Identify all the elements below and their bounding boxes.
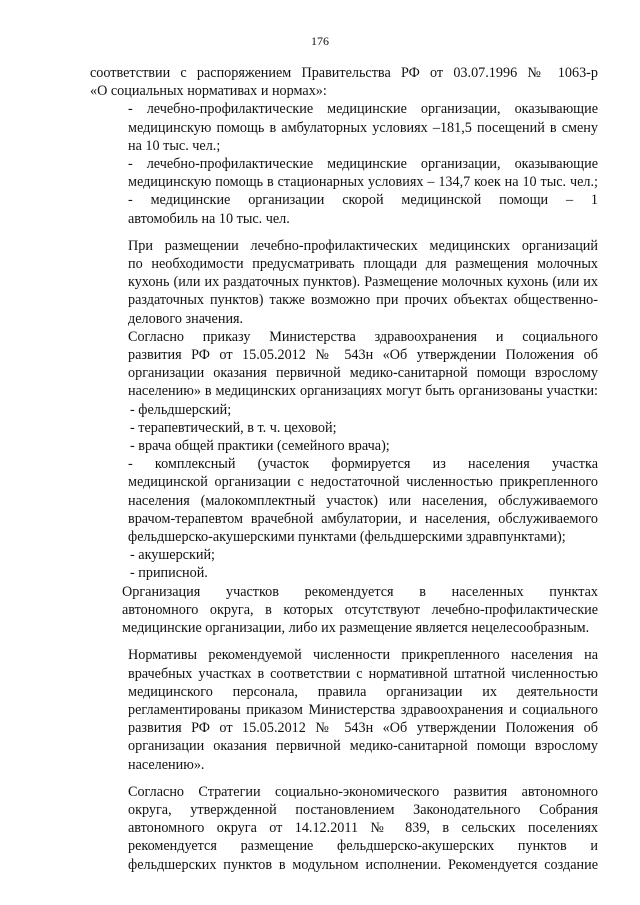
list-item — [90, 546, 598, 564]
text-line: врачом-терапевтом врачебной амбулатории, и населения, обслуживаемого — [128, 510, 598, 527]
text-line: автомобиль на 10 тыс. чел. — [128, 210, 290, 227]
text-line: - фельдшерский; — [130, 401, 232, 418]
paragraph — [90, 646, 598, 773]
text-line: - медицинские организации скорой медицинской помощи – 1 — [128, 192, 598, 209]
text-line: - комплексный (участок формируется из населения участка — [128, 456, 598, 473]
document-body — [90, 64, 598, 874]
text-line: по необходимости предусматривать площади для размещения молочных — [128, 256, 598, 273]
text-line: медицинского персонала, правила организации их деятельности — [128, 683, 598, 700]
text-line: фельдшерско-акушерскими пунктами (фельдшерскими здравпунктами); — [128, 529, 566, 546]
paragraph — [90, 783, 598, 874]
text-line: раздаточных пунктов) также возможно при прочих объектах общественно- — [128, 292, 598, 309]
page-number: 176 — [311, 34, 329, 48]
text-line: организации оказания первичной медико-санитарной помощи взрослому — [128, 738, 598, 755]
text-line: - акушерский; — [130, 547, 215, 564]
text-line: регламентированы приказом Министерства здравоохранения и социального — [128, 701, 598, 718]
text-line: - приписной. — [130, 565, 208, 582]
text-line: Согласно приказу Министерства здравоохранения и социального — [128, 328, 598, 345]
paragraph — [90, 583, 598, 638]
paragraph — [90, 155, 598, 191]
text-line: округа, утвержденной постановлением Законодательного Собрания — [128, 801, 598, 818]
text-line: автономного округа, в которых отсутствуют лечебно-профилактические — [122, 601, 598, 618]
text-line: населению». — [128, 756, 205, 773]
text-line: - лечебно-профилактические медицинские организации, оказывающие — [128, 101, 598, 118]
text-line: автономного округа от 14.12.2011 № 839, в сельских поселениях — [128, 820, 598, 837]
text-line: развития РФ от 15.05.2012 № 543н «Об утверждении Положения об — [128, 347, 598, 364]
paragraph — [90, 237, 598, 328]
list-item — [90, 564, 598, 582]
list-item — [90, 401, 598, 419]
list-item — [90, 437, 598, 455]
text-line: - лечебно-профилактические медицинские организации, оказывающие — [128, 156, 598, 173]
text-line: кухонь (или их раздаточных пунктов). Размещение молочных кухонь (или их — [128, 274, 598, 291]
paragraph — [90, 64, 598, 100]
text-line: - терапевтический, в т. ч. цеховой; — [130, 419, 337, 436]
text-line: организации оказания первичной медико-санитарной помощи взрослому — [128, 365, 598, 382]
text-line: «О социальных нормативах и нормах»: — [90, 83, 327, 100]
text-line: делового значения. — [128, 310, 244, 327]
text-line: медицинскую помощь в амбулаторных условиях –181,5 посещений в смену — [128, 119, 598, 136]
text-line: развития РФ от 15.05.2012 № 543н «Об утверждении Положения об — [128, 720, 598, 737]
text-line: При размещении лечебно-профилактических медицинских организаций — [128, 237, 598, 254]
text-line: медицинскую помощь в стационарных условиях – 134,7 коек на 10 тыс. чел.; — [128, 174, 598, 191]
text-line: врачебных участках в соответствии с нормативной штатной численностью — [128, 665, 598, 682]
paragraph — [90, 328, 598, 401]
paragraph — [90, 100, 598, 155]
text-line: на 10 тыс. чел.; — [128, 137, 221, 154]
text-line: - врача общей практики (семейного врача); — [130, 438, 390, 455]
text-line: Нормативы рекомендуемой численности прикрепленного населения на — [128, 647, 598, 664]
text-line: соответствии с распоряжением Правительства РФ от 03.07.1996 № 1063-р — [90, 65, 598, 81]
text-line: населения (малокомплектный участок) или населения, обслуживаемого — [128, 492, 598, 509]
text-line: Организация участков рекомендуется в населенных пунктах — [122, 583, 598, 600]
text-line: медицинской организации с недостаточной численностью прикрепленного — [128, 474, 598, 491]
paragraph — [90, 455, 598, 546]
text-line: рекомендуется размещение фельдшерско-акушерских пунктов и — [128, 838, 598, 855]
text-line: населению» в медицинских организациях могут быть организованы участки: — [128, 383, 598, 400]
text-line: фельдшерских пунктов в модульном исполнении. Рекомендуется создание — [128, 856, 598, 873]
text-line: Согласно Стратегии социально-экономического развития автономного — [128, 783, 598, 800]
paragraph — [90, 191, 598, 227]
list-item — [90, 419, 598, 437]
text-line: медицинские организации, либо их размещение является нецелесообразным. — [122, 620, 590, 637]
